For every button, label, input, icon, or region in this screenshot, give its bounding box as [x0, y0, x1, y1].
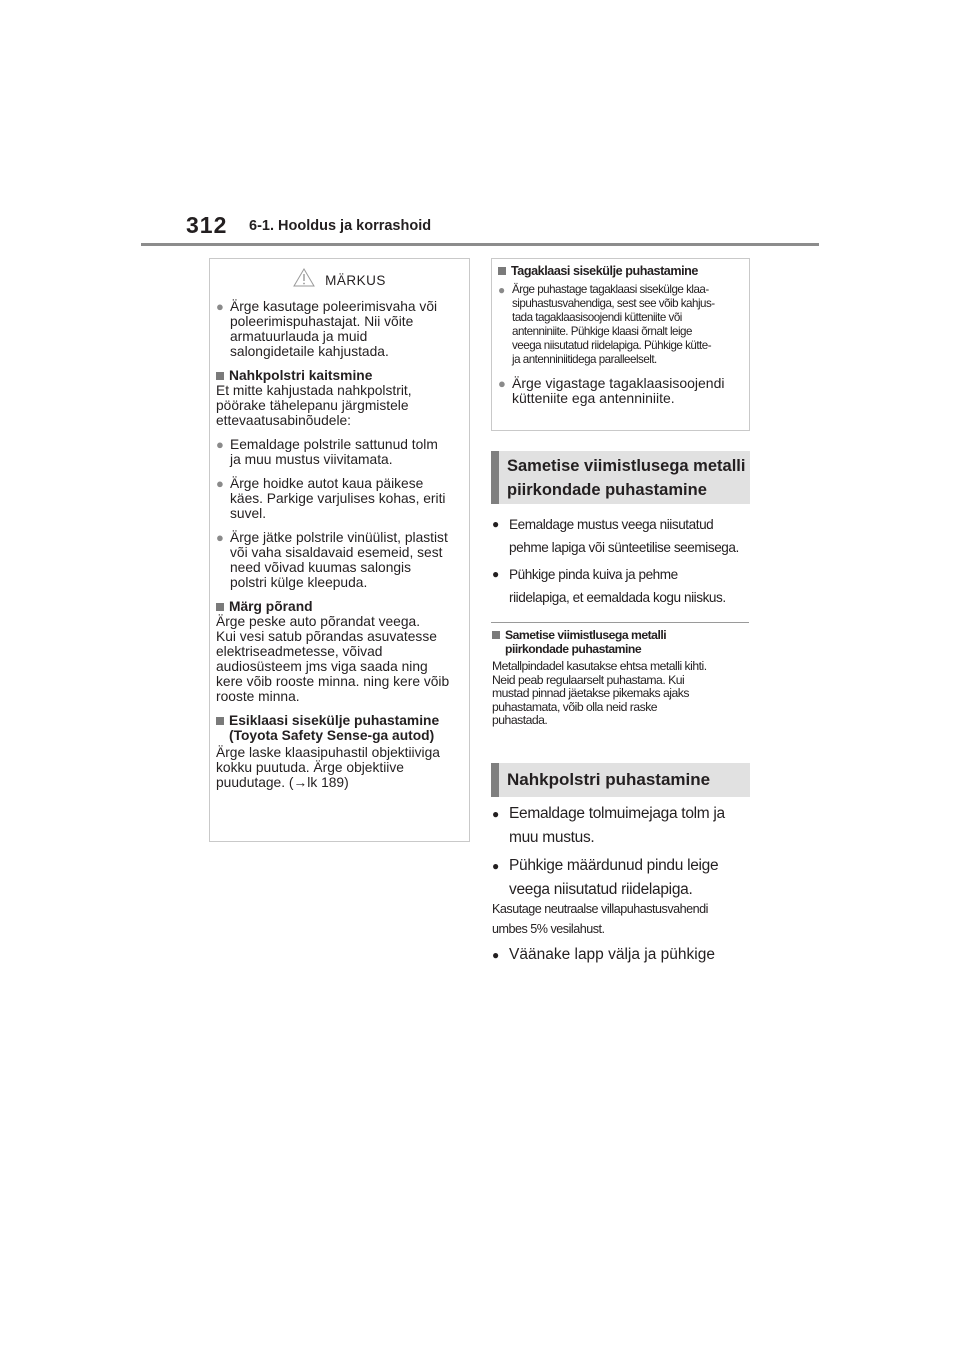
- wet-floor-text: [216, 614, 463, 704]
- text-line: tada tagaklaasisoojendi kütteniite või: [512, 311, 682, 324]
- text-line: käes. Parkige varjulises kohas, eriti: [230, 491, 446, 506]
- rear-window-box: [491, 258, 750, 431]
- text-line: Ärge kasutage poleerimisvaha või: [230, 299, 438, 314]
- list-item: [492, 854, 750, 902]
- text-line: pehme lapiga või sünteetilise seemisega.: [509, 540, 739, 555]
- metal-note-text: [492, 660, 750, 728]
- notice-header: [216, 267, 463, 293]
- subsection-title: Nahkpolstri kaitsmine: [229, 368, 373, 383]
- text-line: Ärge laske klaasipuhastil objektiiviga: [216, 745, 440, 760]
- text-line: antenniniite. Pühkige klaasi õrnalt leige: [512, 325, 692, 338]
- subsection-leather-protection: [216, 368, 463, 383]
- subsection-windshield: [216, 713, 463, 743]
- section-title: 6-1. Hooldus ja korrashoid: [249, 218, 432, 234]
- text-line: umbes 5% vesilahust.: [492, 922, 605, 936]
- leather-note: [492, 899, 750, 939]
- arrow-right-icon: →: [293, 775, 308, 790]
- list-item: [492, 802, 750, 850]
- text-line: ja antenniniitidega paralleelselt.: [512, 353, 657, 366]
- subsection-title: Esiklaasi sisekülje puhastamine: [229, 713, 440, 728]
- text-line: armatuurlauda ja muid: [230, 329, 368, 344]
- square-bullet-icon: [492, 628, 505, 656]
- leather-bullet-vinyl: [216, 530, 463, 590]
- text-line: audiosüsteem jms viga saada ning: [216, 659, 428, 674]
- text-line: piirkondade puhastamine: [505, 642, 642, 656]
- text-line: ja muu mustus viivitamata.: [230, 452, 393, 467]
- square-bullet-icon: [216, 713, 229, 743]
- leather-bullet-dust: [216, 437, 463, 467]
- circle-bullet-icon: ●: [498, 283, 505, 297]
- circle-bullet-icon: ●: [492, 807, 499, 821]
- leather-section-heading: Nahkpolstri puhastamine: [491, 763, 750, 797]
- text-line: Et mitte kahjustada nahkpolstrit,: [216, 383, 412, 398]
- leather-bullet-sun: [216, 476, 463, 521]
- heading-line: piirkondade puhastamine: [507, 481, 707, 499]
- text-line: kere võib rooste minna. ning kere võib: [216, 674, 450, 689]
- warning-triangle-icon: [293, 268, 315, 292]
- text-line: Sametise viimistlusega metalli: [505, 628, 667, 642]
- windshield-text: [216, 745, 463, 790]
- text-fragment: puudutage. (: [216, 775, 294, 790]
- notice-label: MÄRKUS: [325, 272, 386, 288]
- leather-intro: [216, 383, 463, 428]
- text-line: suvel.: [230, 506, 267, 521]
- text-line: pöörake tähelepanu järgmistele: [216, 398, 409, 413]
- text-line: mustad pinnad jäetakse pikemaks ajaks: [492, 686, 689, 700]
- list-item: [492, 513, 750, 559]
- circle-bullet-icon: ●: [498, 376, 506, 391]
- text-line: [216, 775, 463, 790]
- text-line: puhastamata, võib olla neid raske: [492, 699, 658, 714]
- text-line: Pühkige pinda kuiva ja pehme: [509, 567, 678, 582]
- circle-bullet-icon: ●: [216, 437, 224, 452]
- circle-bullet-icon: ●: [216, 476, 224, 491]
- text-line: polstri külge kleepuda.: [230, 575, 368, 590]
- subsection-title: Märg põrand: [229, 599, 313, 614]
- text-line: Ärge jätke polstrile vinüülist, plastist: [230, 530, 448, 545]
- text-line: Ärge hoidke autot kaua päikese: [230, 476, 424, 491]
- divider: [491, 622, 749, 623]
- square-bullet-icon: [216, 368, 229, 383]
- text-line: Metallpindadel kasutakse ehtsa metalli kihti.: [492, 659, 707, 673]
- subsection-title: Tagaklaasi sisekülje puhastamine: [511, 264, 698, 278]
- text-line: Pühkige määrdunud pindu leige: [509, 857, 719, 874]
- metal-section-heading: [491, 451, 750, 504]
- text-line: Ärge peske auto põrandat veega.: [216, 614, 421, 629]
- circle-bullet-icon: ●: [216, 530, 224, 545]
- text-line: puhastada.: [492, 713, 548, 727]
- page-number: 312: [186, 212, 228, 238]
- leather-bullet-wring: [492, 943, 750, 967]
- square-bullet-icon: [498, 264, 511, 279]
- notice-item-polish: [216, 299, 463, 359]
- text-line: kütteniite ega antenniniite.: [512, 390, 675, 406]
- text-line: poleerimispuhastajat. Nii võite: [230, 314, 414, 329]
- text-line: veega niisutatud riidelapiga. Pühkige kütte-: [512, 339, 712, 352]
- text-line: muu mustus.: [509, 829, 595, 846]
- text-line: veega niisutatud riidelapiga.: [509, 881, 693, 898]
- metal-note: [492, 628, 750, 728]
- text-line: või vaha sisaldavaid esemeid, sest: [230, 545, 443, 560]
- heading-line: Sametise viimistlusega metalli: [507, 457, 746, 475]
- header-divider: [141, 243, 819, 246]
- text-line: need võivad kuumas salongis: [230, 560, 412, 575]
- text-line: rooste minna.: [216, 689, 300, 704]
- text-line: salongidetaile kahjustada.: [230, 344, 389, 359]
- list-item: [492, 563, 750, 609]
- notice-box: [209, 258, 470, 842]
- circle-bullet-icon: ●: [492, 517, 499, 531]
- text-line: Eemaldage mustus veega niisutatud: [509, 517, 714, 532]
- leather-bullets: [492, 802, 750, 902]
- square-bullet-icon: [216, 599, 229, 614]
- text-line: Kui vesi satub põrandas asuvatesse: [216, 629, 437, 644]
- text-line: Ärge vigastage tagaklaasisoojendi: [512, 375, 725, 391]
- metal-bullets: [492, 513, 750, 609]
- page-reference-link[interactable]: lk 189): [307, 775, 349, 790]
- rear-window-title: [498, 264, 743, 279]
- text-line: Väänake lapp välja ja pühkige: [509, 946, 715, 963]
- text-line: sipuhastusvahendiga, sest see võib kahjus-: [512, 297, 715, 310]
- subsection-title: (Toyota Safety Sense-ga autod): [229, 728, 435, 743]
- metal-note-title: [492, 628, 750, 656]
- list-item: [492, 943, 750, 967]
- text-line: Neid peab regulaarselt puhastama. Kui: [492, 672, 685, 687]
- text-line: Kasutage neutraalse villapuhastusvahendi: [492, 902, 708, 916]
- text-line: riidelapiga, et eemaldada kogu niiskus.: [509, 590, 726, 605]
- circle-bullet-icon: ●: [492, 567, 499, 581]
- text-line: Ärge puhastage tagaklaasi sisekülge klaa-: [512, 283, 709, 296]
- subsection-wet-floor: [216, 599, 463, 614]
- text-line: Eemaldage polstrile sattunud tolm: [230, 437, 438, 452]
- text-line: kokku puutuda. Ärge objektiive: [216, 760, 404, 775]
- rear-window-bullet-cleaner: [498, 283, 743, 367]
- circle-bullet-icon: ●: [492, 859, 499, 873]
- text-line: ettevaatusabinõudele:: [216, 413, 352, 428]
- rear-window-bullet-damage: [498, 376, 743, 406]
- text-line: elektriseadmetesse, võivad: [216, 644, 383, 659]
- circle-bullet-icon: ●: [216, 299, 224, 314]
- circle-bullet-icon: ●: [492, 948, 500, 962]
- text-line: Eemaldage tolmuimejaga tolm ja: [509, 805, 725, 822]
